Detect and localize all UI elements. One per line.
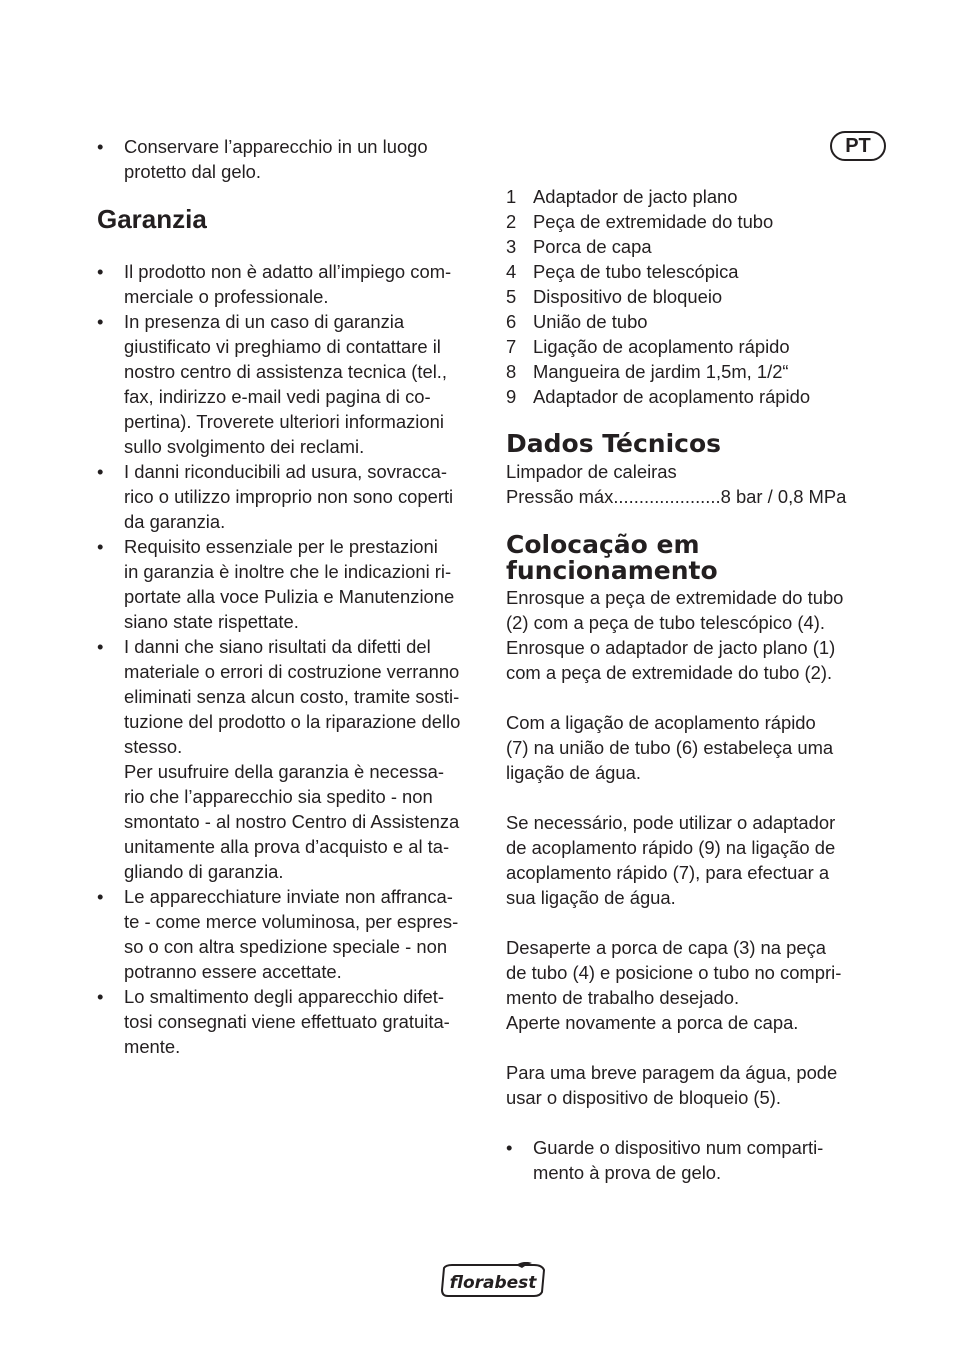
- list-item-line: siano state rispettate.: [124, 611, 299, 632]
- list-item-line: • Il prodotto non è adatto all’impiego com-: [124, 261, 452, 282]
- paragraph-line: sua ligação de água.: [506, 887, 676, 908]
- list-item-line: te - come merce voluminosa, per espres-: [124, 911, 459, 932]
- paragraph-line: Aperte novamente a porca de capa.: [506, 1012, 799, 1033]
- list-item-line: • In presenza di un caso di garanzia: [124, 311, 405, 332]
- paragraph-line: Com a ligação de acoplamento rápido: [506, 712, 816, 733]
- colocacao-block: [506, 532, 906, 1185]
- list-item: [97, 259, 492, 309]
- list-item-line: tosi consegnati viene effettuato gratuita-: [124, 1011, 450, 1032]
- part-label: Ligação de acoplamento rápido: [533, 336, 790, 357]
- list-item-line: rio che l’apparecchio sia spedito - non: [124, 786, 433, 807]
- left-top-list: [97, 134, 492, 184]
- list-item-line: pertina). Troverete ulteriori informazioni: [124, 411, 444, 432]
- list-item: [97, 984, 492, 1059]
- list-item-line: in garanzia è inoltre che le indicazioni ri-: [124, 561, 452, 582]
- list-item-line: • I danni che siano risultati da difetti del: [124, 636, 431, 657]
- part-number: 2: [506, 211, 517, 232]
- colocacao-heading-line: funcionamento: [506, 556, 718, 585]
- instruction-paragraph: [506, 710, 906, 785]
- list-item: [97, 459, 492, 534]
- list-item-line: • Le apparecchiature inviate non affranca-: [124, 886, 453, 907]
- list-item: [97, 309, 492, 459]
- dados-heading: Dados Técnicos: [506, 429, 722, 458]
- paragraph-line: (2) com a peça de tubo telescópico (4).: [506, 612, 825, 633]
- part-number: 5: [506, 286, 517, 307]
- dados-block: [506, 431, 906, 509]
- list-item: [97, 884, 492, 984]
- instruction-paragraph: [506, 810, 906, 910]
- paragraph-line: Para uma breve paragem da água, pode: [506, 1062, 838, 1083]
- colocacao-heading-line: Colocação em: [506, 530, 700, 559]
- part-label: Peça de tubo telescópica: [533, 261, 739, 282]
- list-item-line: Per usufruire della garanzia è necessa-: [124, 761, 444, 782]
- parts-list-block: [506, 184, 906, 409]
- paragraph-line: de tubo (4) e posicione o tubo no compri-: [506, 962, 842, 983]
- part-number: 9: [506, 386, 517, 407]
- paragraph-line: Desaperte a porca de capa (3) na peça: [506, 937, 826, 958]
- part-label: Dispositivo de bloqueio: [533, 286, 723, 307]
- garanzia-heading: Garanzia: [97, 204, 207, 234]
- part-label: Peça de extremidade do tubo: [533, 211, 774, 232]
- frost-storage-line-2: protetto dal gelo.: [124, 161, 262, 182]
- part-item: [506, 359, 906, 384]
- part-label: Porca de capa: [533, 236, 652, 257]
- dados-line: Pressão máx.....................8 bar / 0,8 MPa: [506, 486, 847, 507]
- list-item-line: smontato - al nostro Centro di Assistenza: [124, 811, 460, 832]
- paragraph-line: Enrosque a peça de extremidade do tubo: [506, 587, 844, 608]
- part-item: [506, 209, 906, 234]
- part-item: [506, 334, 906, 359]
- list-item-line: sullo svolgimento dei reclami.: [124, 436, 365, 457]
- list-item-line: tuzione del prodotto o la riparazione dello: [124, 711, 461, 732]
- paragraph-line: (7) na união de tubo (6) estabeleça uma: [506, 737, 834, 758]
- list-item-line: • Lo smaltimento degli apparecchio difet-: [124, 986, 444, 1007]
- part-number: 1: [506, 186, 517, 207]
- list-item: [97, 634, 492, 884]
- list-item: [97, 134, 492, 184]
- part-label: Adaptador de jacto plano: [533, 186, 738, 207]
- dados-line: Limpador de caleiras: [506, 461, 677, 482]
- instruction-paragraph: [506, 585, 906, 685]
- part-item: [506, 259, 906, 284]
- list-item-line: • Requisito essenziale per le prestazioni: [124, 536, 438, 557]
- list-item-line: materiale o errori di costruzione verranno: [124, 661, 460, 682]
- list-item-line: stesso.: [124, 736, 183, 757]
- list-item-line: rico o utilizzo improprio non sono coperti: [124, 486, 454, 507]
- frost-storage-line-1: Conservare l’apparecchio in un luogo: [124, 136, 428, 157]
- instruction-paragraph: [506, 935, 906, 1035]
- part-item: [506, 384, 906, 409]
- list-item-line: fax, indirizzo e-mail vedi pagina di co-: [124, 386, 431, 407]
- part-number: 4: [506, 261, 517, 282]
- list-item: [97, 534, 492, 634]
- paragraph-line: acoplamento rápido (7), para efectuar a: [506, 862, 830, 883]
- paragraph-line: mento de trabalho desejado.: [506, 987, 740, 1008]
- list-item-line: mente.: [124, 1036, 181, 1057]
- list-item-line: potranno essere accettate.: [124, 961, 342, 982]
- part-number: 3: [506, 236, 517, 257]
- part-number: 7: [506, 336, 517, 357]
- list-item-line: eliminati senza alcun costo, tramite sosti-: [124, 686, 460, 707]
- list-item-line: so o con altra spedizione speciale - non: [124, 936, 448, 957]
- paragraph-line: usar o dispositivo de bloqueio (5).: [506, 1087, 781, 1108]
- language-badge: PT: [830, 131, 886, 161]
- part-item: [506, 309, 906, 334]
- list-item-line: merciale o professionale.: [124, 286, 329, 307]
- paragraph-line: ligação de água.: [506, 762, 641, 783]
- list-item: [506, 1135, 906, 1185]
- instruction-paragraph: [506, 1060, 906, 1110]
- florabest-logo: [438, 1262, 548, 1298]
- part-item: [506, 184, 906, 209]
- list-item-line: da garanzia.: [124, 511, 226, 532]
- list-item-line: nostro centro di assistenza tecnica (tel.,: [124, 361, 448, 382]
- part-number: 6: [506, 311, 517, 332]
- paragraph-line: Se necessário, pode utilizar o adaptador: [506, 812, 836, 833]
- logo-text: florabest: [449, 1273, 537, 1293]
- list-item-line: mento à prova de gelo.: [533, 1162, 722, 1183]
- list-item-line: • Guarde o dispositivo num comparti-: [533, 1137, 824, 1158]
- list-item-line: portate alla voce Pulizia e Manutenzione: [124, 586, 455, 607]
- list-item-line: gliando di garanzia.: [124, 861, 284, 882]
- paragraph-line: com a peça de extremidade do tubo (2).: [506, 662, 833, 683]
- part-item: [506, 284, 906, 309]
- part-label: União de tubo: [533, 311, 648, 332]
- part-number: 8: [506, 361, 517, 382]
- paragraph-line: Enrosque o adaptador de jacto plano (1): [506, 637, 836, 658]
- paragraph-line: de acoplamento rápido (9) na ligação de: [506, 837, 836, 858]
- part-item: [506, 234, 906, 259]
- garanzia-list: [97, 259, 492, 1059]
- list-item-line: giustificato vi preghiamo di contattare il: [124, 336, 441, 357]
- part-label: Adaptador de acoplamento rápido: [533, 386, 811, 407]
- list-item-line: • I danni riconducibili ad usura, sovracca-: [124, 461, 448, 482]
- part-label: Mangueira de jardim 1,5m, 1/2“: [533, 361, 789, 382]
- colocacao-heading: [506, 532, 906, 584]
- list-item-line: unitamente alla prova d’acquisto e al ta-: [124, 836, 450, 857]
